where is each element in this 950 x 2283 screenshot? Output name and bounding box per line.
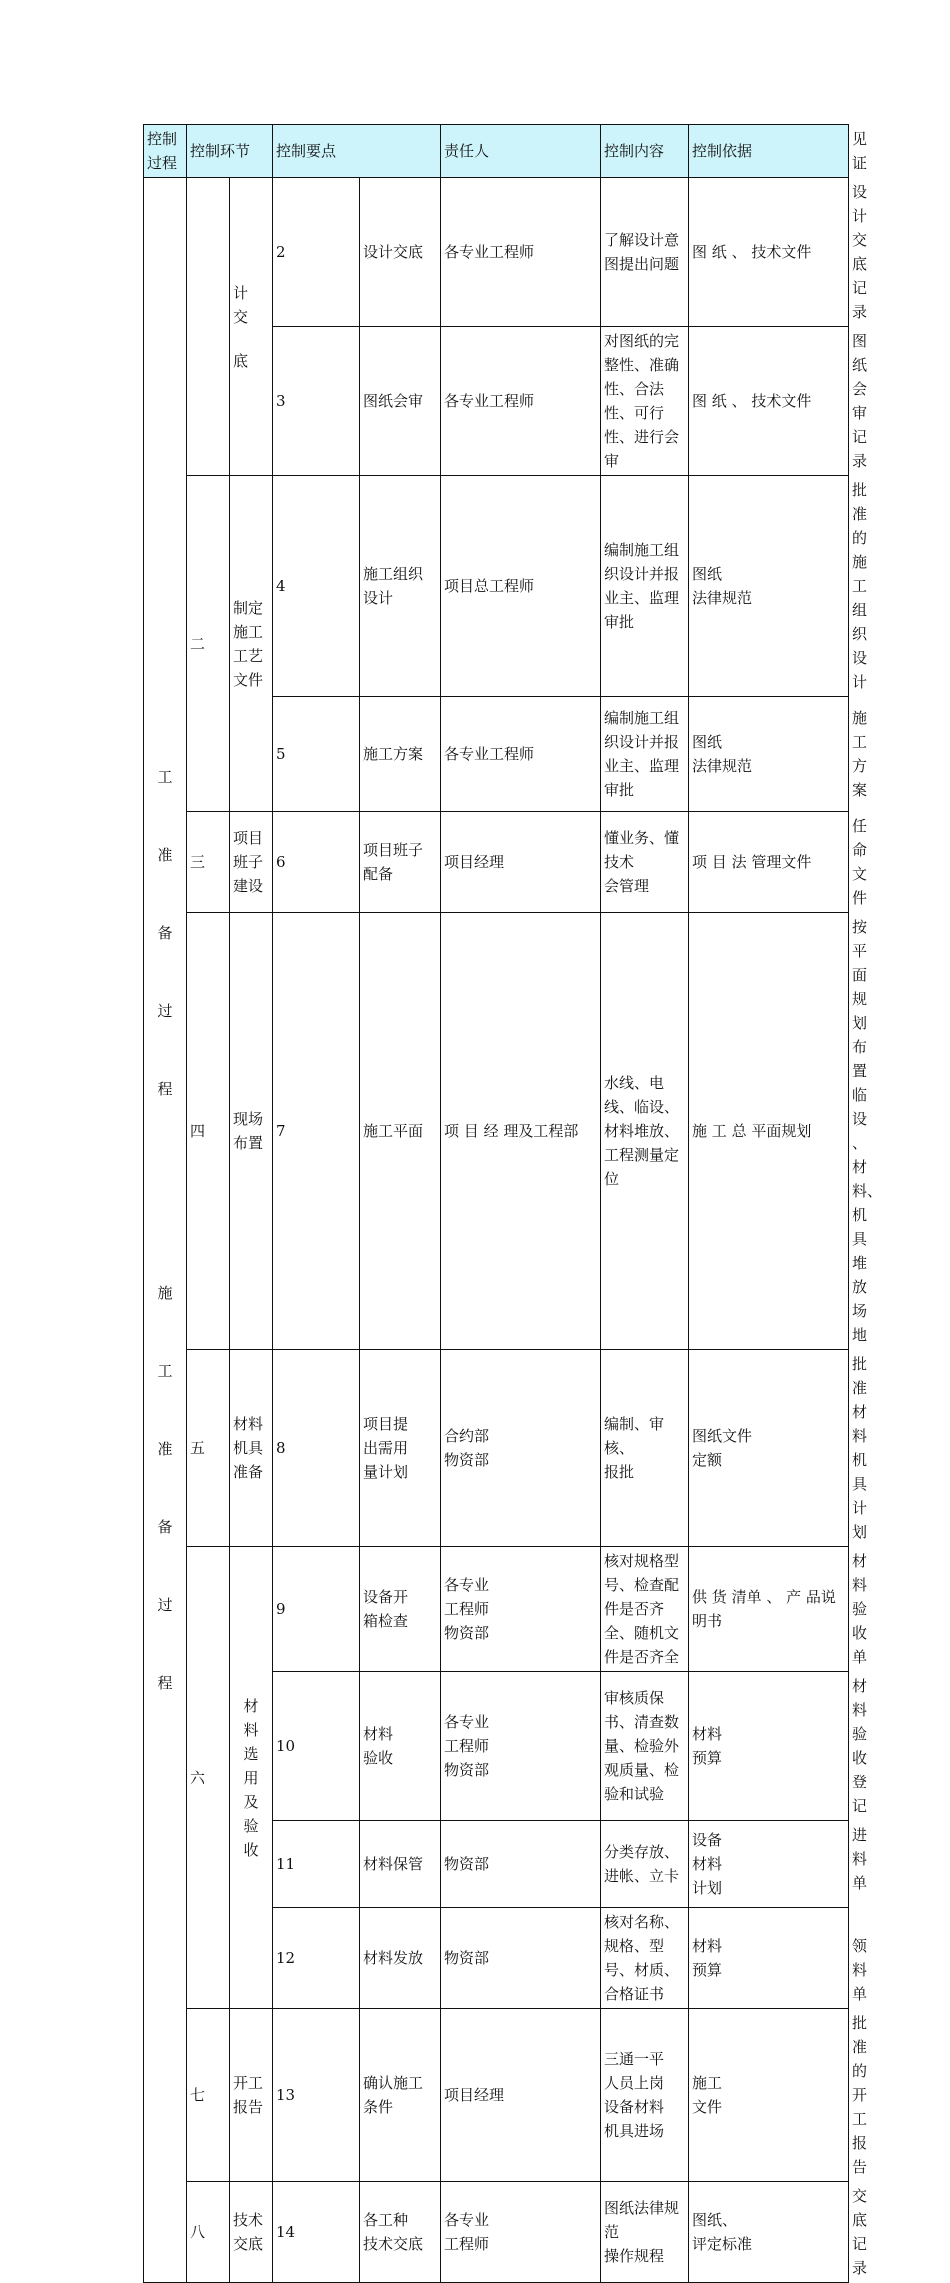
item-no: 14 [273, 2182, 360, 2283]
header-stage: 控制环节 [187, 125, 273, 178]
table-row: 六 材 料 选 用 及 验 收 9 设备开 箱检查 各专业 工程师 物资部 核对规格型号、检查配件是否齐全、随机文件是否齐全 供 货 清单 、 产 品说明书 材料 验收单 [144, 1547, 849, 1672]
table-row: 二 制定施工工艺文件 4 施工组织设计 项目总工程师 编制施工组织设计并报业主、监理审批 图纸 法律规范 批准的施工组织设计 [144, 476, 849, 697]
control-table [143, 124, 883, 2283]
responsible: 项目总工程师 [441, 476, 601, 697]
item-no: 5 [273, 697, 360, 812]
table-row: 11 材料保管 物资部 分类存放、进帐、立卡 设备 材料 计划 进料单 [144, 1821, 849, 1908]
process-cell: 工 准 备 过 程 施 工 准 备 过 程 [144, 178, 187, 2283]
basis: 供 货 清单 、 产 品说明书 [689, 1547, 849, 1672]
content: 对图纸的完整性、准确性、合法性、可行性、进行会审 [601, 327, 689, 476]
responsible: 物资部 [441, 1821, 601, 1908]
table-row: 10 材料 验收 各专业 工程师 物资部 审核质保书、清查数量、检验外观质量、检验和试验 材料 预算 材料验收登记 [144, 1672, 849, 1821]
key-point: 设备开 箱检查 [360, 1547, 441, 1672]
basis: 材料 预算 [689, 1908, 849, 2009]
item-no: 13 [273, 2009, 360, 2182]
stage-number: 二 [187, 476, 230, 812]
item-no: 11 [273, 1821, 360, 1908]
key-point: 项目提 出需用 量计划 [360, 1350, 441, 1547]
table-row: 工 准 备 过 程 施 工 准 备 过 程 计 交 底 2 设计交底 各专业工程师 了解设计意图提出问题 图 纸 、 技术文件 设计交底记录 [144, 178, 849, 327]
basis: 设备 材料 计划 [689, 1821, 849, 1908]
stage-name: 现场布置 [230, 913, 273, 1350]
basis: 图纸 法律规范 [689, 697, 849, 812]
stage-name: 材料机具准备 [230, 1350, 273, 1547]
key-point: 施工组织设计 [360, 476, 441, 697]
key-point: 设计交底 [360, 178, 441, 327]
header-process: 控制过程 [144, 125, 187, 178]
item-no: 3 [273, 327, 360, 476]
content: 审核质保书、清查数量、检验外观质量、检验和试验 [601, 1672, 689, 1821]
content: 水线、电线、临设、材料堆放、工程测量定位 [601, 913, 689, 1350]
responsible: 各专业工程师 [441, 178, 601, 327]
basis: 图纸、 评定标准 [689, 2182, 849, 2283]
stage-name: 技术交底 [230, 2182, 273, 2283]
content: 了解设计意图提出问题 [601, 178, 689, 327]
basis: 图 纸 、 技术文件 [689, 178, 849, 327]
table-row: 七 开工报告 13 确认施工条件 项目经理 三通一平 人员上岗 设备材料 机具进场 施工 文件 批准的开工报告 [144, 2009, 849, 2182]
header-responsible: 责任人 [441, 125, 601, 178]
responsible: 项 目 经 理及工程部 [441, 913, 601, 1350]
key-point: 施工平面 [360, 913, 441, 1350]
stage-number: 八 [187, 2182, 230, 2283]
item-no: 8 [273, 1350, 360, 1547]
responsible: 各专业 工程师 物资部 [441, 1547, 601, 1672]
key-point: 施工方案 [360, 697, 441, 812]
stage-number: 七 [187, 2009, 230, 2182]
table-row: 12 材料发放 物资部 核对名称、规格、型号、材质、合格证书 材料 预算 领料单 [144, 1908, 849, 2009]
content: 编制施工组织设计并报业主、监理审批 [601, 697, 689, 812]
content: 三通一平 人员上岗 设备材料 机具进场 [601, 2009, 689, 2182]
responsible: 项目经理 [441, 812, 601, 913]
key-point: 确认施工条件 [360, 2009, 441, 2182]
stage-name: 开工报告 [230, 2009, 273, 2182]
stage-number: 四 [187, 913, 230, 1350]
basis: 图纸 法律规范 [689, 476, 849, 697]
table-row: 三 项目班子建设 6 项目班子配备 项目经理 懂业务、懂技术 会管理 项 目 法 管理文件 任命文件 [144, 812, 849, 913]
stage-name: 制定施工工艺文件 [230, 476, 273, 812]
stage-number: 三 [187, 812, 230, 913]
content: 核对名称、规格、型号、材质、合格证书 [601, 1908, 689, 2009]
item-no: 6 [273, 812, 360, 913]
responsible: 合约部 物资部 [441, 1350, 601, 1547]
key-point: 材料 验收 [360, 1672, 441, 1821]
header-row: 控制过程 控制环节 控制要点 责任人 控制内容 控制依据 见证 [144, 125, 849, 178]
key-point: 材料发放 [360, 1908, 441, 2009]
item-no: 10 [273, 1672, 360, 1821]
content: 编制、审核、 报批 [601, 1350, 689, 1547]
responsible: 各专业 工程师 [441, 2182, 601, 2283]
table-row: 五 材料机具准备 8 项目提 出需用 量计划 合约部 物资部 编制、审核、 报批 图纸文件 定额 批准材料机具计划 [144, 1350, 849, 1547]
item-no: 4 [273, 476, 360, 697]
basis: 图 纸 、 技术文件 [689, 327, 849, 476]
table-row: 5 施工方案 各专业工程师 编制施工组织设计并报业主、监理审批 图纸 法律规范 施工方案 [144, 697, 849, 812]
item-no: 2 [273, 178, 360, 327]
table-row: 四 现场布置 7 施工平面 项 目 经 理及工程部 水线、电线、临设、材料堆放、工程测量定位 施 工 总 平面规划 按平面规划布置 临 设 、 材料、机具堆放场地 [144, 913, 849, 1350]
responsible: 各专业 工程师 物资部 [441, 1672, 601, 1821]
basis: 图纸文件 定额 [689, 1350, 849, 1547]
header-key-point: 控制要点 [273, 125, 441, 178]
table-row: 3 图纸会审 各专业工程师 对图纸的完整性、准确性、合法性、可行性、进行会审 图 纸 、 技术文件 图纸会审记录 [144, 327, 849, 476]
table-row: 八 技术交底 14 各工种 技术交底 各专业 工程师 图纸法律规范 操作规程 图纸、 评定标准 交底记录 [144, 2182, 849, 2283]
stage-number: 六 [187, 1547, 230, 2009]
content: 图纸法律规范 操作规程 [601, 2182, 689, 2283]
stage-name: 计 交 底 [230, 178, 273, 476]
stage-name: 项目班子建设 [230, 812, 273, 913]
responsible: 项目经理 [441, 2009, 601, 2182]
responsible: 物资部 [441, 1908, 601, 2009]
stage-number: 五 [187, 1350, 230, 1547]
content: 核对规格型号、检查配件是否齐全、随机文件是否齐全 [601, 1547, 689, 1672]
key-point: 图纸会审 [360, 327, 441, 476]
item-no: 7 [273, 913, 360, 1350]
stage-number [187, 178, 230, 476]
basis: 材料 预算 [689, 1672, 849, 1821]
header-content: 控制内容 [601, 125, 689, 178]
content: 懂业务、懂技术 会管理 [601, 812, 689, 913]
responsible: 各专业工程师 [441, 327, 601, 476]
basis: 施工 文件 [689, 2009, 849, 2182]
item-no: 12 [273, 1908, 360, 2009]
key-point: 各工种 技术交底 [360, 2182, 441, 2283]
basis: 项 目 法 管理文件 [689, 812, 849, 913]
header-basis: 控制依据 [689, 125, 849, 178]
responsible: 各专业工程师 [441, 697, 601, 812]
key-point: 材料保管 [360, 1821, 441, 1908]
content: 分类存放、进帐、立卡 [601, 1821, 689, 1908]
content: 编制施工组织设计并报业主、监理审批 [601, 476, 689, 697]
basis: 施 工 总 平面规划 [689, 913, 849, 1350]
stage-name: 材 料 选 用 及 验 收 [230, 1547, 273, 2009]
key-point: 项目班子配备 [360, 812, 441, 913]
item-no: 9 [273, 1547, 360, 1672]
